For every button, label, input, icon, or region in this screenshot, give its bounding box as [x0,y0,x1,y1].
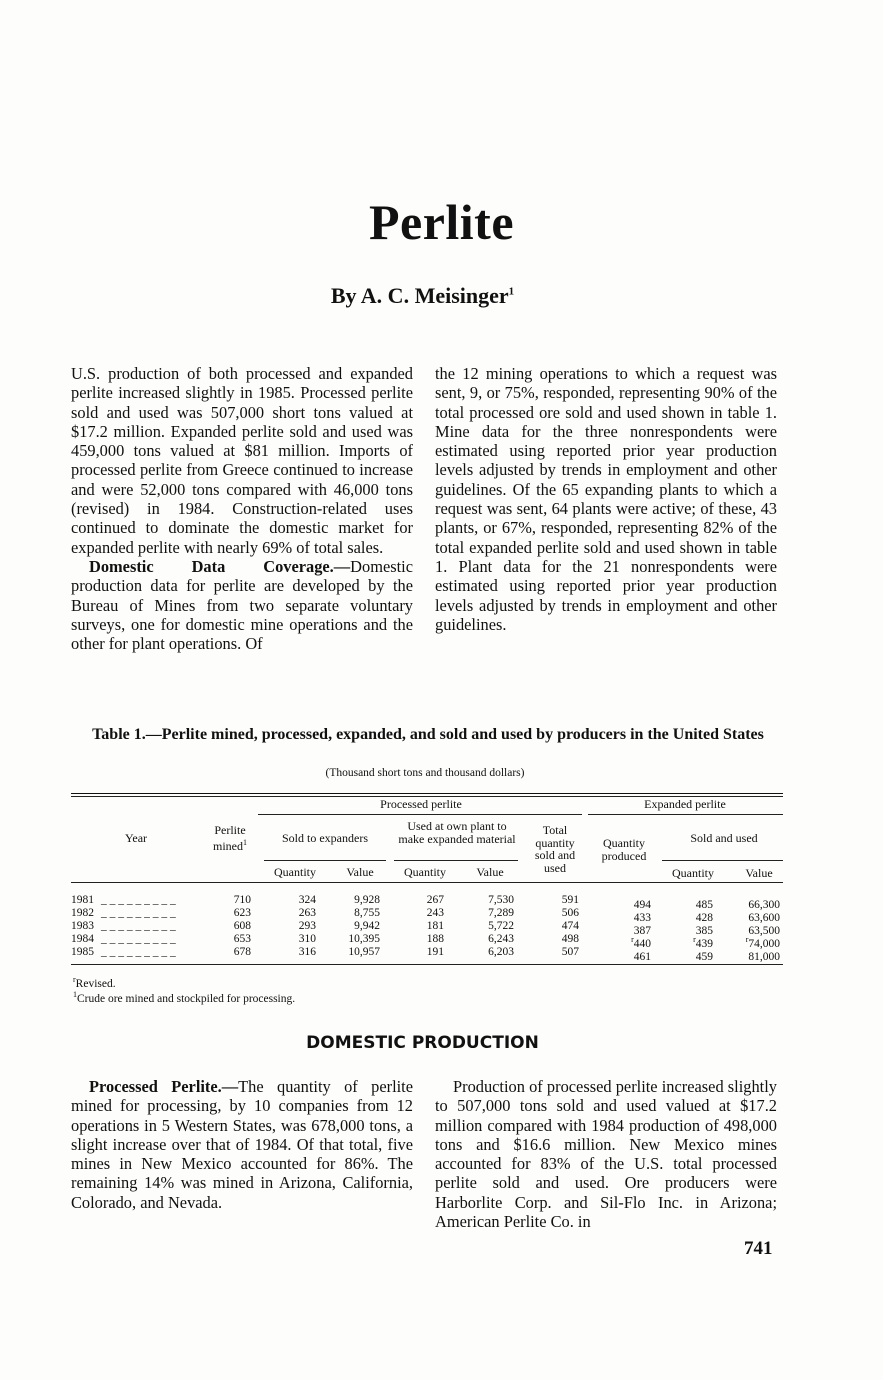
intro-left-column [71,364,413,653]
cell-value: 181 [426,920,444,932]
cell-mined [221,894,251,907]
cell-value: 507 [561,946,579,958]
cell-value: 653 [233,933,251,945]
cell-value: _ _ _ _ _ _ _ _ _ [101,894,176,906]
cell-value: 74,000 [748,937,780,950]
cell-value: 1982 [71,907,94,919]
cell-own-v [469,894,514,907]
cell-su-q [673,946,713,964]
cell-value: 710 [233,894,251,906]
cell-produced [611,946,651,964]
header-used-at-own-plant: Used at own plant to make expanded material [398,819,516,846]
table-bottom-rule [71,964,783,965]
cell-value: 310 [298,933,316,945]
cell-value: 459 [695,950,713,963]
cell-value: 7,530 [488,894,514,906]
cell-value: 1984 [71,933,94,945]
header-ste-value: Value [346,865,374,879]
cell-value: 263 [298,907,316,919]
header-su-value: Value [745,866,773,880]
cell-value: 387 [633,924,651,937]
table-top-rule [71,793,783,794]
processed-perlite-heading: Processed Perlite.— [89,1077,239,1096]
cell-value: 9,928 [354,894,380,906]
cell-leader [101,933,191,946]
cell-value: 485 [695,898,713,911]
production-left-column [71,1077,413,1212]
header-quantity-produced: Quantity produced [601,836,647,863]
cell-leader [101,907,191,920]
cell-value: 10,395 [348,933,380,945]
cell-total [541,894,579,907]
cell-value: 10,957 [348,946,380,958]
footnote-crude-ore [73,988,295,1006]
cell-mined [221,946,251,959]
intro-paragraph-1 [71,364,413,557]
production-paragraph-2-text: Production of processed perlite increased slightly to 507,000 tons sold and used valued at $17.2 million compared with 1984 production of 498,000 tons and $16.6 million. New Mexico mines accounted for 83% of the U.S. total processed perlite sold and used. Ore producers were Harborlite Corp. and Sil-Flo Inc. in Arizona; American Perlite Co. in [435,1077,777,1232]
header-expanded-perlite: Expanded perlite [644,797,726,811]
header-year: Year [124,831,148,845]
cell-value: 506 [561,907,579,919]
cell-ste-q [286,946,316,959]
production-right-column [435,1077,777,1231]
cell-leader [101,894,191,907]
cell-value: _ _ _ _ _ _ _ _ _ [101,920,176,932]
intro-right-column [435,364,777,634]
table-header-rule [71,882,783,883]
cell-ste-q [286,894,316,907]
cell-value: 63,500 [748,924,780,937]
cell-own-q [414,933,444,946]
cell-value: 316 [298,946,316,958]
revised-mark: r [693,935,696,944]
cell-ste-v [335,946,380,959]
cell-value: 591 [561,894,579,906]
cell-value: 9,942 [354,920,380,932]
cell-ste-q [286,907,316,920]
table-subtitle: (Thousand short tons and thousand dollars) [325,767,525,779]
cell-su-v [735,946,780,964]
cell-own-q [414,907,444,920]
production-paragraph-1 [71,1077,413,1212]
cell-value: 439 [695,937,713,950]
cell-total [541,907,579,920]
table-row [71,933,783,950]
cell-value: 385 [695,924,713,937]
cell-value: 678 [233,946,251,958]
cell-mined [221,907,251,920]
production-paragraph-2 [435,1077,777,1231]
page-number: 741 [744,1238,773,1259]
header-perlite-mined-label: Perlite mined [213,823,246,853]
intro-paragraph-2 [71,557,413,653]
cell-value: 494 [633,898,651,911]
cell-value: 6,203 [488,946,514,958]
cell-value: 474 [561,920,579,932]
header-total-quantity: Total quantity sold and used [534,823,576,875]
cell-own-v [469,920,514,933]
cell-value: 461 [633,950,651,963]
table-title: Table 1.—Perlite mined, processed, expanded, and sold and used by producers in the United States [92,726,764,743]
cell-value: 623 [233,907,251,919]
expanded-span-rule [588,814,783,815]
header-sold-to-expanders: Sold to expanders [282,831,368,845]
sold-to-expanders-rule [264,860,386,861]
cell-ste-v [335,933,380,946]
cell-mined [221,920,251,933]
cell-value: 66,300 [748,898,780,911]
cell-value: 8,755 [354,907,380,919]
header-ste-quantity: Quantity [274,865,316,879]
cell-value: 1981 [71,894,94,906]
cell-own-q [414,894,444,907]
author-byline [0,283,845,309]
cell-value: 1983 [71,920,94,932]
cell-value: 1985 [71,946,94,958]
cell-value: 81,000 [748,950,780,963]
footnote-revised-text: Revised. [75,977,116,990]
cell-value: 428 [695,911,713,924]
cell-value: 188 [426,933,444,945]
header-sold-and-used: Sold and used [690,831,758,845]
cell-own-q [414,920,444,933]
cell-own-v [469,933,514,946]
cell-ste-v [335,894,380,907]
cell-own-v [469,946,514,959]
author-footnote-mark: 1 [508,285,515,298]
intro-paragraph-1-text: U.S. production of both processed and expanded perlite increased slightly in 1985. Processed perlite sold and used was 507,000 short tons valued at $17.2 million. Expanded perlite sold and used was 459,000 tons valued at $81 million. Imports of processed perlite from Greece continued to increase and were 52,000 tons compared with 46,000 tons (revised) in 1984. Construction-related uses continued to dominate the domestic market for expanded perlite with nearly 69% of total sales. [71,364,413,557]
production-paragraph-1-text: The quantity of perlite mined for processing, by 10 companies from 12 operations in 5 Western States, was 678,000 tons, a slight increase over that of 1984. Of that total, five mines in New Mexico accounted for 86%. The remaining 14% was mined in Arizona, California, Colorado, and Nevada. [71,1077,413,1212]
revised-mark: r [631,935,634,944]
header-perlite-mined-note: 1 [243,837,247,847]
cell-value: 191 [426,946,444,958]
cell-ste-v [335,907,380,920]
intro-paragraph-3 [435,364,777,634]
intro-paragraph-3-text: the 12 mining operations to which a request was sent, 9, or 75%, responded, representing 90% of the total processed ore sold and used shown in table 1. Mine data for the three nonrespondents were estimated using reported prior year production levels adjusted by trends in employment and other guidelines. Of the 65 expanding plants to which a request was sent, 64 plants were active; of these, 43 plants, or 67%, responded, representing 82% of the total expanded perlite sold and used shown in table 1. Plant data for the 21 nonrespondents were estimated using reported prior year production levels adjusted by trends in employment and other guidelines. [435,364,777,634]
author-name: By A. C. Meisinger [330,283,509,308]
footnote-crude-ore-text: Crude ore mined and stockpiled for processing. [77,992,296,1005]
table-row [71,946,783,963]
cell-ste-q [286,920,316,933]
table-row [71,907,783,924]
header-processed-perlite: Processed perlite [380,797,462,811]
cell-value: 324 [298,894,316,906]
header-own-quantity: Quantity [404,865,446,879]
footnote-revised-mark: r [73,975,76,984]
cell-value: 267 [426,894,444,906]
cell-value: 5,722 [488,920,514,932]
cell-value: _ _ _ _ _ _ _ _ _ [101,907,176,919]
revised-mark: r [745,935,749,944]
processed-span-rule [258,814,582,815]
cell-value: 498 [561,933,579,945]
cell-own-v [469,907,514,920]
cell-mined [221,933,251,946]
cell-value: _ _ _ _ _ _ _ _ _ [101,946,176,958]
sold-and-used-rule [662,860,783,861]
table-row [71,920,783,937]
cell-own-q [414,946,444,959]
cell-total [541,946,579,959]
cell-total [541,933,579,946]
cell-leader [101,920,191,933]
cell-value: 7,289 [488,907,514,919]
header-perlite-mined [200,824,260,852]
cell-value: 6,243 [488,933,514,945]
cell-total [541,920,579,933]
page-title: Perlite [368,194,515,250]
cell-value: _ _ _ _ _ _ _ _ _ [101,933,176,945]
cell-value: 440 [633,937,651,950]
cell-ste-q [286,933,316,946]
cell-value: 243 [426,907,444,919]
intro-paragraph-2-text: Domestic production data for perlite are developed by the Bureau of Mines from two separate voluntary surveys, one for domestic mine operations and the other for plant operations. Of [71,556,413,654]
footnote-crude-ore-mark: 1 [73,990,77,999]
cell-value: 63,600 [748,911,780,924]
header-su-quantity: Quantity [672,866,714,880]
cell-value: 433 [633,911,651,924]
table-row [71,894,783,911]
section-heading: DOMESTIC PRODUCTION [306,1033,539,1053]
cell-value: 293 [298,920,316,932]
used-at-own-plant-rule [394,860,518,861]
cell-leader [101,946,191,959]
header-own-value: Value [476,865,504,879]
data-coverage-heading: Domestic Data Coverage.— [89,556,351,576]
cell-ste-v [335,920,380,933]
cell-value: 608 [233,920,251,932]
